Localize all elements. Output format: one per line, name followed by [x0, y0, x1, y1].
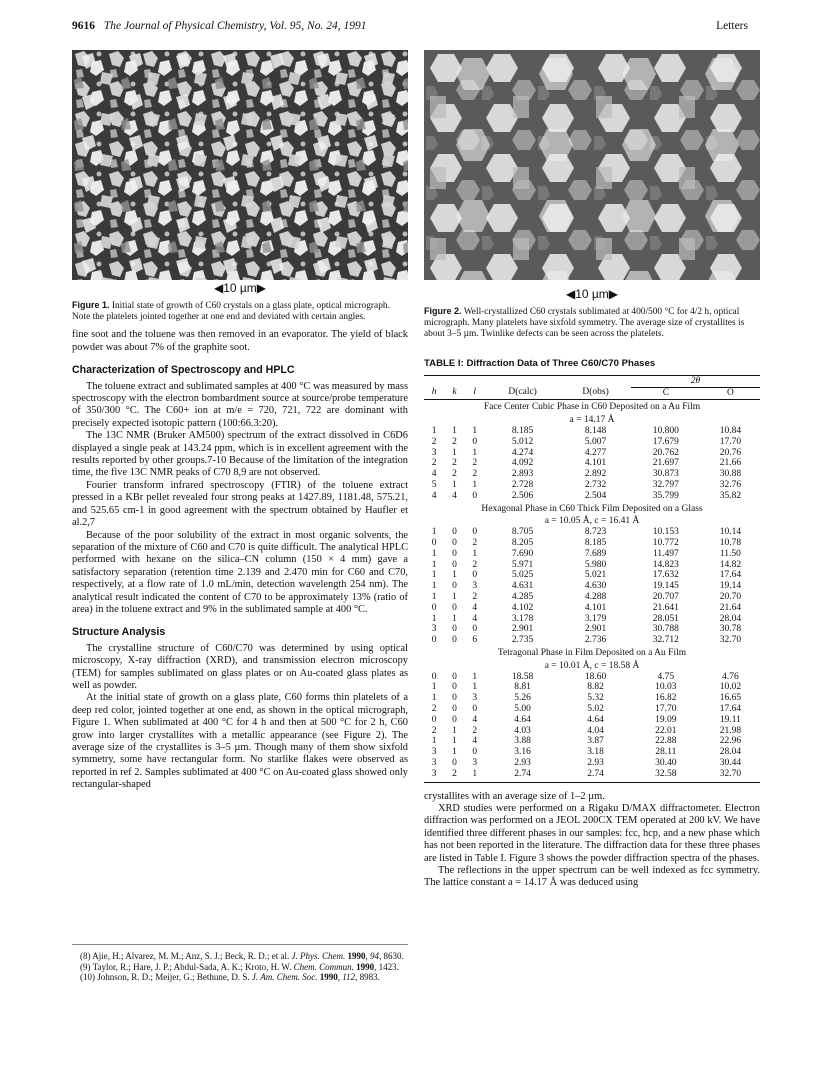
table-cell: 2	[431, 436, 437, 447]
table-cell: 4.274	[511, 447, 534, 458]
table-cell: 5.32	[587, 693, 604, 704]
table-cell: 2.504	[584, 490, 607, 501]
table-cell: 1	[472, 447, 478, 458]
table-cell: 7.689	[584, 548, 607, 559]
table-cell: 3	[472, 581, 478, 592]
table-row	[424, 581, 760, 592]
table-cell: 0	[431, 714, 437, 725]
table-cell: 6	[472, 635, 478, 646]
table-cell: 1	[431, 591, 437, 602]
table-cell: 32.70	[719, 635, 742, 646]
table-cell: 0	[452, 703, 457, 714]
table-row	[424, 426, 760, 437]
table-cell: 1	[431, 581, 437, 592]
table-cell: 4.03	[514, 725, 531, 736]
table-cell: 20.76	[719, 447, 742, 458]
table-row	[424, 736, 760, 747]
table-cell: 17.679	[652, 436, 679, 447]
table-cell: 22.01	[655, 725, 677, 736]
reference-9: (9) Taylor, R.; Hare, J. P.; Abdul-Sada, A. K.; Kroto, H. W. Chem. Commun. 1990, 1423.	[80, 961, 399, 972]
table-cell: 17.70	[719, 436, 742, 447]
body-paragraph: XRD studies were performed on a Rigaku D/MAX diffractometer. Electron diffraction was performed on a JEOL 200CX TEM operated at 200 kV. We have identified three different phases in our samples: fcc, hcp, and a new phase which has not been reported in the literature. The diffraction data for these three phases are listed in Table I. Figure 3 shows the powder diffraction spectra of the phases.	[424, 802, 760, 864]
table-cell: 4	[472, 602, 478, 613]
table-cell: 2.892	[584, 469, 607, 480]
table-cell: 28.051	[652, 613, 679, 624]
col-header: D(calc)	[485, 387, 560, 400]
table-cell: 2	[472, 458, 478, 469]
phase-title: Face Center Cubic Phase in C60 Deposited on a Au Film	[483, 402, 701, 413]
footnote-references	[72, 944, 408, 983]
table-row	[424, 491, 760, 502]
table-cell: 0	[472, 703, 478, 714]
table-row	[424, 437, 760, 448]
table-cell: 19.145	[652, 581, 679, 592]
table-cell: 2.728	[511, 479, 534, 490]
body-paragraph: At the initial state of growth on a glass plate, C60 forms thin platelets of a deep red color, jointed together at one end, as shown in the optical micrograph, Figure 1. When sublimated at 400 °C for 4 h and then at 500 °C for 2 h, C60 grow into larger crystallites with a metallic appearance (see Figure 2). The average size of the crystallites is 3–5 µm. Though many of them show sixfold symmetry, some have rectangular form. No starlike flakes were observed as reported in ref 2. Samples sublimated at 400 °C on Au-coated glass showed only rectangular-shaped	[72, 692, 408, 791]
table-cell: 0	[472, 624, 478, 635]
table-cell: 32.76	[719, 479, 742, 490]
figure-2-caption-text: Well-crystallized C60 crystals sublimated at 400/500 °C for 4/2 h, optical micrograph. Many platelets have sixfold symmetry. The average size of crystallites is about 3–5 µm. Twinlike defects can be seen across the platelets.	[424, 307, 745, 340]
right-column	[424, 50, 760, 890]
table-cell: 35.799	[652, 490, 679, 501]
table-row	[424, 693, 760, 704]
table-cell: 0	[452, 714, 457, 725]
table-row	[424, 758, 760, 769]
table-row	[424, 549, 760, 560]
running-header	[72, 20, 748, 32]
table-cell: 2.901	[584, 624, 607, 635]
phase-lattice-params: a = 10.01 Å, c = 18.58 Å	[544, 660, 640, 671]
table-cell: 0	[452, 537, 457, 548]
table-cell: 4	[431, 490, 437, 501]
figure-1-image	[72, 50, 408, 280]
table-row	[424, 560, 760, 571]
table-cell: 19.14	[719, 581, 742, 592]
table-cell: 3.88	[514, 736, 531, 747]
table-cell: 0	[452, 624, 457, 635]
table-cell: 11.50	[719, 548, 741, 559]
figure-1-scale-bar: ◀10 µm▶	[213, 281, 267, 295]
table-cell: 0	[431, 537, 437, 548]
table-cell: 2.901	[511, 624, 534, 635]
two-theta-header: 2θ	[631, 375, 760, 387]
table-cell: 1	[452, 591, 457, 602]
table-cell: 4.630	[584, 581, 607, 592]
table-cell: 32.712	[652, 635, 679, 646]
table-row	[424, 635, 760, 646]
table-row	[424, 704, 760, 715]
table-cell: 5.007	[584, 436, 607, 447]
body-paragraph: fine soot and the toluene was then removed in an evaporator. The yield of black powder was about 7% of the graphite soot.	[72, 329, 408, 353]
table-cell: 2.93	[587, 757, 604, 768]
table-cell: 1	[431, 682, 437, 693]
section-heading-spectroscopy: Characterization of Spectroscopy and HPLC	[72, 364, 295, 377]
table-cell: 21.64	[719, 602, 742, 613]
table-cell: 2.93	[514, 757, 531, 768]
table-cell: 2	[431, 458, 437, 469]
table-cell: 17.70	[655, 703, 677, 714]
table-cell: 1	[472, 426, 478, 436]
journal-citation: The Journal of Physical Chemistry, Vol. 95, No. 24, 1991	[103, 20, 367, 32]
table-cell: 8.185	[511, 426, 534, 436]
table-row	[424, 538, 760, 549]
table-cell: 0	[472, 570, 478, 581]
table-cell: 10.153	[652, 527, 679, 538]
table-cell: 22.96	[719, 736, 742, 747]
table-row	[424, 614, 760, 625]
table-cell: 0	[431, 635, 437, 646]
table-cell: 3.179	[584, 613, 607, 624]
table-cell: 5.021	[584, 570, 607, 581]
table-cell: 0	[472, 527, 478, 538]
table-cell: 2	[452, 469, 457, 480]
table-cell: 8.705	[511, 527, 534, 538]
table-cell: 32.70	[701, 769, 760, 782]
table-row	[424, 715, 760, 726]
figure-2-caption	[424, 306, 760, 340]
table-cell: 0	[431, 671, 437, 682]
table-cell: 1	[452, 736, 457, 747]
table-cell: 1	[431, 570, 437, 581]
table-cell: 22.88	[655, 736, 677, 747]
col-header: D(obs)	[560, 387, 631, 400]
table-cell: 3	[424, 769, 444, 782]
figure-1-caption	[72, 300, 408, 323]
table-cell: 2.506	[511, 490, 534, 501]
table-cell: 2	[452, 436, 457, 447]
reference-8: (8) Ajie, H.; Alvarez, M. M.; Anz, S. J.; Beck, R. D.; et al. J. Phys. Chem. 1990, 94, 8630.	[80, 951, 404, 961]
table-cell: 19.11	[719, 714, 741, 725]
table-cell: 1	[431, 559, 437, 570]
table-cell: 0	[431, 602, 437, 613]
table-row	[424, 527, 760, 538]
figure-2-image	[424, 50, 760, 280]
table-cell: 3	[431, 447, 437, 458]
body-paragraph: The 13C NMR (Bruker AM500) spectrum of the extract dissolved in C6D6 displayed a single peak at 143.24 ppm, which is in excellent agreement with the results reported by other groups.7-10 Because of the limitation of the integration time, the five 13C NMR peaks of C70 8,9 are not observed.	[72, 430, 408, 479]
table-cell: 0	[472, 490, 478, 501]
table-cell: 2	[472, 591, 478, 602]
table-cell: 3	[472, 757, 478, 768]
table-cell: 1	[431, 613, 437, 624]
col-header: k	[444, 387, 464, 400]
table-cell: 1	[431, 548, 437, 559]
table-cell: 17.632	[652, 570, 679, 581]
phase-lattice-params: a = 10.05 Å, c = 16.41 Å	[544, 516, 640, 527]
body-paragraph: Fourier transform infrared spectroscopy (FTIR) of the toluene extract pressed in a KBr pellet revealed four strong peaks at 1427.89, 1181.48, 575.21, and 525.65 cm-1 in good agreement with the spectrum obtained by Haufler et al.2,7	[72, 479, 408, 529]
table-cell: 2.74	[560, 769, 631, 782]
table-cell: 2.732	[584, 479, 607, 490]
table-cell: 14.823	[652, 559, 679, 570]
table-cell: 8.82	[587, 682, 604, 693]
body-paragraph: The reflections in the upper spectrum can be well indexed as fcc symmetry. The lattice constant a = 14.17 Å was deduced using	[424, 864, 760, 889]
table-cell: 28.11	[655, 747, 677, 758]
table-title: TABLE I: Diffraction Data of Three C60/C70 Phases	[424, 358, 656, 370]
table-cell: 3.178	[511, 613, 534, 624]
table-cell: 4.277	[584, 447, 607, 458]
table-cell: 3.18	[587, 747, 604, 758]
table-cell: 1	[431, 693, 437, 704]
table-cell: 1	[472, 682, 478, 693]
table-cell: 8.205	[511, 537, 534, 548]
table-cell: 21.697	[652, 458, 679, 469]
table-cell: 5.012	[511, 436, 534, 447]
table-cell: 8.185	[584, 537, 607, 548]
table-cell: 2	[431, 725, 437, 736]
table-cell: 0	[452, 671, 457, 682]
table-cell: 18.60	[584, 671, 607, 682]
table-cell: 3	[431, 747, 437, 758]
table-cell: 0	[452, 527, 457, 538]
table-cell: 7.690	[511, 548, 534, 559]
table-cell: 32.797	[652, 479, 679, 490]
table-cell: 1	[472, 548, 478, 559]
figure-2-micrograph	[424, 50, 760, 280]
table-cell: 3	[472, 693, 478, 704]
table-cell: 10.14	[719, 527, 742, 538]
table-cell: 2	[472, 537, 478, 548]
table-cell: 0	[452, 682, 457, 693]
table-cell: 2.893	[511, 469, 534, 480]
table-cell: 4.76	[722, 671, 739, 682]
phase-lattice-params: a = 14.17 Å	[569, 415, 615, 426]
diffraction-table	[424, 375, 760, 783]
table-cell: 10.800	[652, 426, 679, 436]
table-cell: 4.092	[511, 458, 534, 469]
table-cell: 5.00	[514, 703, 531, 714]
table-cell: 0	[452, 548, 457, 559]
table-cell: 1	[472, 671, 478, 682]
table-cell: 4	[472, 714, 478, 725]
section-heading-structure: Structure Analysis	[72, 626, 166, 639]
table-cell: 3	[431, 624, 437, 635]
table-row	[424, 624, 760, 635]
table-cell: 0	[452, 635, 457, 646]
table-cell: 10.78	[719, 537, 742, 548]
table-row	[424, 682, 760, 693]
figure-1-label: Figure 1.	[72, 300, 110, 311]
reference-10: (10) Johnson, R. D.; Meijer, G.; Bethune, D. S. J. Am. Chem. Soc. 1990, 112, 8983.	[80, 972, 380, 982]
section-label: Letters	[716, 20, 748, 32]
table-body	[424, 400, 760, 782]
table-row	[424, 448, 760, 459]
table-cell: 2	[431, 703, 437, 714]
table-cell: 1	[452, 447, 457, 458]
table-cell: 1	[431, 426, 437, 436]
table-cell: 4.101	[584, 602, 607, 613]
table-cell: 1	[472, 479, 478, 490]
col-header: C	[631, 387, 701, 400]
table-cell: 4	[452, 490, 457, 501]
table-cell: 1	[431, 736, 437, 747]
table-cell: 2	[472, 469, 478, 480]
table-cell: 30.40	[655, 757, 677, 768]
table-cell: 0	[452, 693, 457, 704]
table-cell: 0	[472, 747, 478, 758]
body-paragraph: Because of the poor solubility of the extract in most organic solvents, the separation of the mixture of C60 and C70 is quite difficult. The analytical HPLC performed with hexane on the silica–CN column (150 × 4 mm) gave a satisfactory separation (retention time 2.139 and 2.470 min for C60 and C70, respectively, at a flow rate of 1.0 mL/min, detection wavelength 254 nm). The analytical result indicated the content of C70 to be approximately 13% (ratio of area) in the toluene extract and 9% in the sublimated sample at 400 °C.	[72, 529, 408, 615]
table-cell: 5.971	[511, 559, 534, 570]
table-cell: 4.04	[587, 725, 604, 736]
table-cell: 8.723	[584, 527, 607, 538]
table-cell: 4.285	[511, 591, 534, 602]
figure-1-micrograph	[72, 50, 408, 280]
table-cell: 19.09	[655, 714, 677, 725]
table-cell: 1	[452, 613, 457, 624]
table-cell: 14.82	[719, 559, 742, 570]
table-cell: 4	[472, 613, 478, 624]
table-cell: 0	[452, 559, 457, 570]
table-cell: 17.64	[719, 570, 742, 581]
table-cell: 2	[452, 458, 457, 469]
left-column	[72, 50, 408, 792]
table-cell: 1	[431, 527, 437, 538]
table-cell: 30.873	[652, 469, 679, 480]
body-paragraph: The toluene extract and sublimated samples at 400 °C was measured by mass spectroscopy with the electron bombardment source at source/probe temperature of 350/300 °C. The C60+ ion at m/e = 720, 721, 722 are dominant with precisely expected isotopic pattern (100:66.3:20).	[72, 380, 408, 429]
phase-title: Hexagonal Phase in C60 Thick Film Deposited on a Glass	[481, 503, 703, 514]
figure-2-scale-bar: ◀10 µm▶	[565, 287, 619, 301]
table-cell: 35.82	[719, 490, 742, 501]
table-cell: 4.102	[511, 602, 534, 613]
table-cell: 0	[452, 581, 457, 592]
body-paragraph: The crystalline structure of C60/C70 was determined by using optical microscopy, X-ray diffraction (XRD), and transmission electron microscopy (TEM) for samples sublimated on glass plates or on Au-coated glass plates as well as powder.	[72, 642, 408, 691]
table-cell: 1	[452, 747, 457, 758]
table-cell: 3.16	[514, 747, 531, 758]
table-cell: 5.26	[514, 693, 531, 704]
table-cell: 10.02	[719, 682, 742, 693]
col-header: h	[424, 387, 444, 400]
figure-1-caption-text: Initial state of growth of C60 crystals on a glass plate, optical micrograph. Note the platelets jointed together at one end and deviated with certain angles.	[72, 301, 390, 323]
table-cell: 5.980	[584, 559, 607, 570]
table-row	[424, 570, 760, 581]
table-cell: 20.70	[719, 591, 742, 602]
table-cell: 16.82	[655, 693, 677, 704]
body-paragraph: crystallites with an average size of 1–2 µm.	[424, 790, 605, 802]
table-cell: 30.788	[652, 624, 679, 635]
table-cell: 30.44	[719, 757, 742, 768]
table-cell: 0	[452, 757, 457, 768]
table-cell: 4.75	[657, 671, 675, 682]
table-cell: 0	[472, 436, 478, 447]
table-row	[424, 769, 760, 782]
table-cell: 21.66	[719, 458, 742, 469]
table-cell: 4.64	[514, 714, 531, 725]
table-row	[424, 480, 760, 491]
table-cell: 4.101	[584, 458, 607, 469]
table-cell: 4.631	[511, 581, 534, 592]
table-cell: 1	[452, 426, 457, 436]
table-cell: 1	[452, 479, 457, 490]
table-cell: 10.84	[719, 426, 742, 436]
table-cell: 2.74	[485, 769, 560, 782]
table-cell: 4.288	[584, 591, 607, 602]
table-cell: 8.148	[584, 426, 607, 436]
table-cell: 10.03	[655, 682, 677, 693]
table-cell: 28.04	[719, 613, 742, 624]
table-cell: 18.58	[511, 671, 534, 682]
table-cell: 1	[452, 570, 457, 581]
table-cell: 11.497	[652, 548, 679, 559]
table-cell: 16.65	[719, 693, 742, 704]
table-row	[424, 592, 760, 603]
table-row	[424, 672, 760, 683]
table-cell: 21.641	[652, 602, 679, 613]
table-cell: 2.735	[511, 635, 534, 646]
table-cell: 30.88	[719, 469, 742, 480]
table-cell: 0	[452, 602, 457, 613]
table-cell: 5	[431, 479, 437, 490]
table-cell: 4	[472, 736, 478, 747]
table-cell: 10.772	[652, 537, 679, 548]
table-cell: 1	[465, 769, 485, 782]
table-cell: 2.736	[584, 635, 607, 646]
table-cell: 28.04	[719, 747, 742, 758]
table-cell: 20.762	[652, 447, 679, 458]
table-row	[424, 747, 760, 758]
table-cell: 2	[472, 725, 478, 736]
table-row	[424, 603, 760, 614]
table-cell: 17.64	[719, 703, 742, 714]
figure-2-label: Figure 2.	[424, 306, 462, 317]
table-cell: 30.78	[719, 624, 742, 635]
table-cell: 1	[452, 725, 457, 736]
table-cell: 8.81	[514, 682, 531, 693]
table-cell: 2	[444, 769, 464, 782]
table-cell: 4.64	[587, 714, 604, 725]
table-cell: 5.025	[511, 570, 534, 581]
table-cell: 5.02	[587, 703, 604, 714]
table-cell: 20.707	[652, 591, 679, 602]
page-number: 9616	[72, 20, 95, 32]
table-row	[424, 458, 760, 469]
table-cell: 2	[472, 559, 478, 570]
table-cell: 32.58	[631, 769, 701, 782]
table-cell: 21.98	[719, 725, 742, 736]
col-header: O	[701, 387, 760, 400]
table-row	[424, 726, 760, 737]
table-cell: 3	[431, 757, 437, 768]
col-header: l	[465, 387, 485, 400]
table-cell: 4	[431, 469, 437, 480]
table-cell: 3.87	[587, 736, 604, 747]
phase-title: Tetragonal Phase in Film Deposited on a Au Film	[497, 647, 687, 658]
table-row	[424, 469, 760, 480]
